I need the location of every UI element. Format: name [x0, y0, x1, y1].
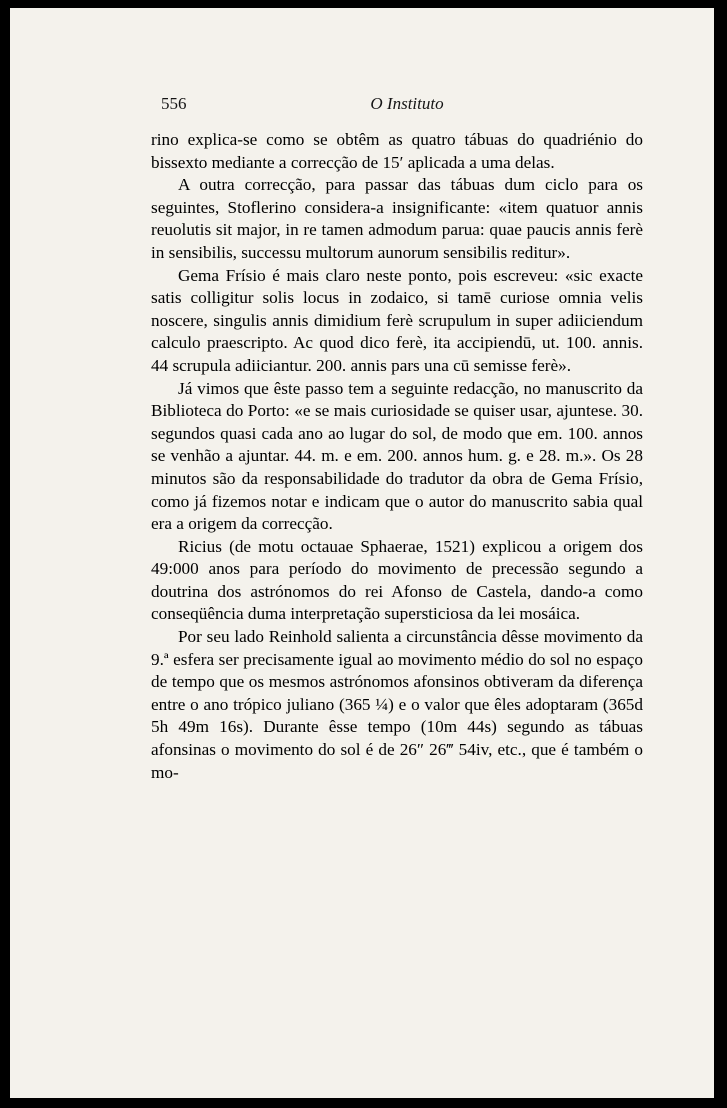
page-header [161, 94, 653, 118]
page-number: 556 [161, 94, 187, 113]
paragraph-2: A outra correcção, para passar das tábuas dum ciclo para os seguintes, Stoflerino considera-a insignificante: «item quatuor annis reuolutis sit major, in re tamen admodum parua: quae paucis annis ferè in sensibilis, successu multorum aunorum sensibilis reditur». [151, 175, 643, 262]
running-title: O Instituto [370, 94, 444, 113]
paragraph-6: Por seu lado Reinhold salienta a circunstância dêsse movimento da 9.ª esfera ser precisamente igual ao movimento médio do sol no espaço de tempo que os mesmos astrónomos afonsinos obtiveram da diferença entre o ano trópico juliano (365 ¼) e o valor que êles adoptaram (365d 5h 49m 16s). Durante êsse tempo (10m 44s) segundo as tábuas afonsinas o movimento do sol é de 26″ 26‴ 54iv, etc., que é também o mo- [151, 627, 643, 782]
paragraph-5: Ricius (de motu octauae Sphaerae, 1521) explicou a origem dos 49:000 anos para período do movimento de precessão segundo a doutrina dos astrónomos do rei Afonso de Castela, dando-a como conseqüência duma interpretação supersticiosa da lei mosáica. [151, 536, 643, 624]
paragraph-1: rino explica-se como se obtêm as quatro tábuas do quadriénio do bissexto mediante a correcção de 15′ aplicada a uma delas. [151, 130, 643, 172]
paragraph-4: Já vimos que êste passo tem a seguinte redacção, no manuscrito da Biblioteca do Porto: «e se mais curiosidade se quiser usar, ajuntese. 30. segundos quasi cada ano ao lugar do sol, de modo que em. 100. annos se venhão a ajuntar. 44. m. e em. 200. annos hum. g. e 28. m.». Os 28 minutos são da responsabilidade do tradutor da obra de Gema Frísio, como já fizemos notar e indicam que o autor do manuscrito sabia qual era a origem da correcção. [151, 378, 643, 534]
body-text [151, 129, 643, 784]
paragraph-3: Gema Frísio é mais claro neste ponto, pois escreveu: «sic exacte satis colligitur solis locus in zodaico, si tamē curiose omnia velis noscere, singulis annis dimidium ferè scrupulum in super adiiciendum calculo praescripto. Ac quod dico ferè, ita accipiendū, ut. 100. annis. 44 scrupula adiiciantur. 200. annis pars una cū semisse ferè». [151, 265, 643, 375]
